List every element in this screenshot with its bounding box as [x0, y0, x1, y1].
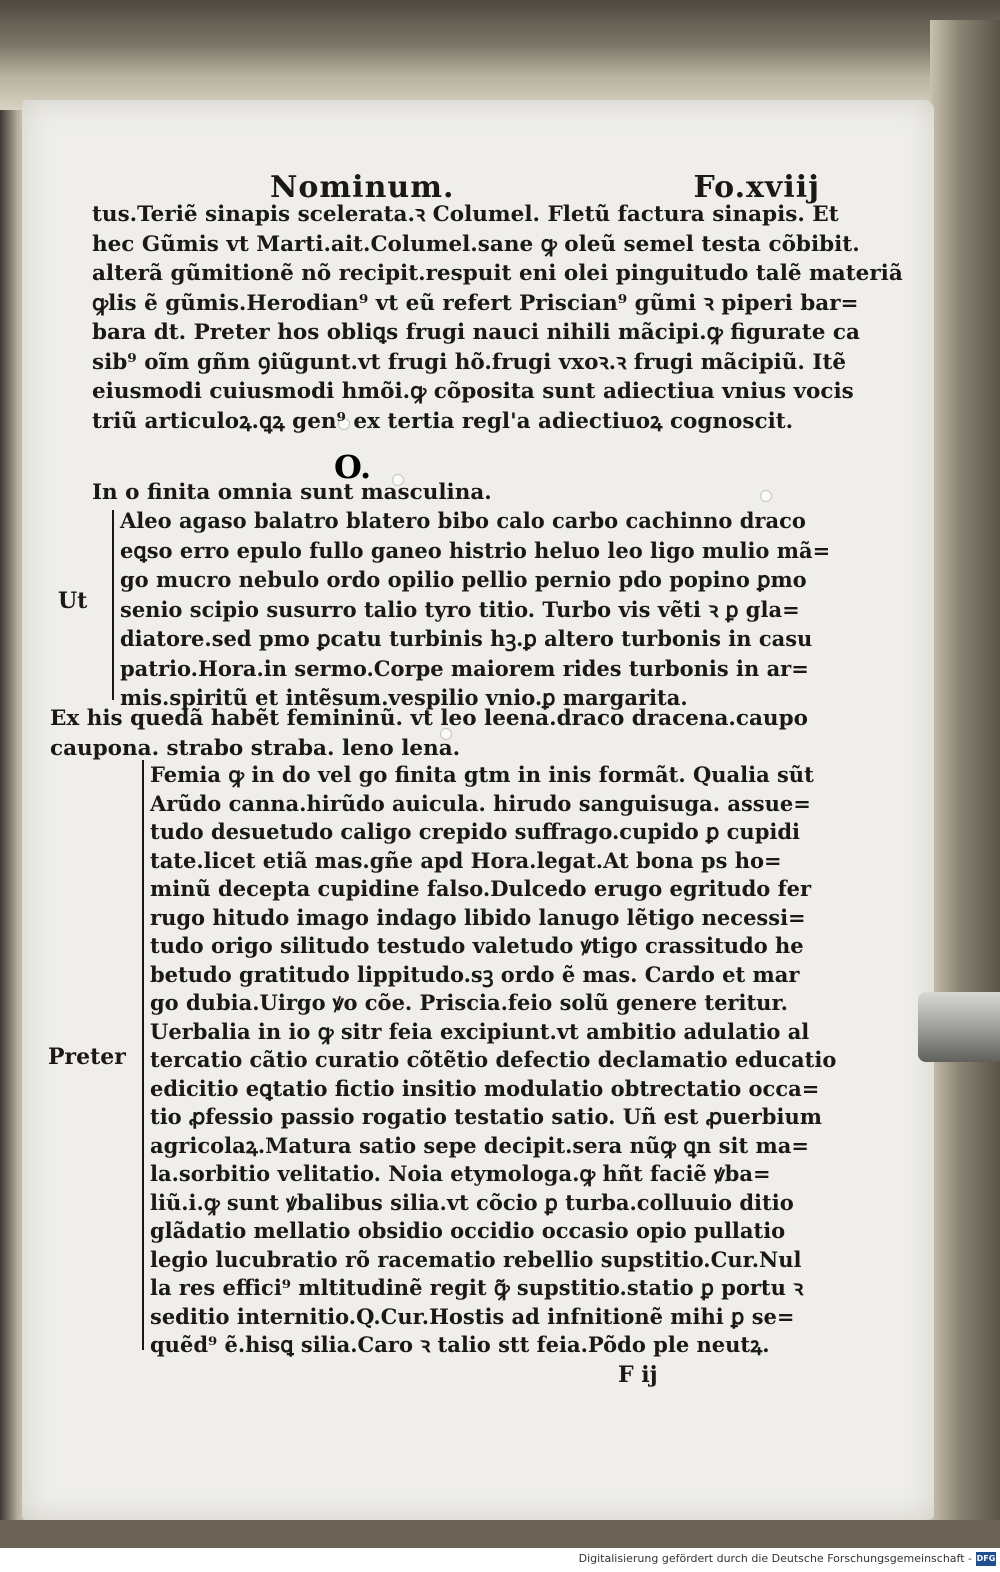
footer-credit: Digitalisierung gefördert durch die Deutsche Forschungsgemeinschaft - — [578, 1552, 972, 1565]
text-line: go dubia.Uirgo ꝟo cõe. Priscia.feio solũ genere teritur. — [150, 990, 788, 1015]
text-line: tudo desuetudo caligo crepido suffrago.cupido ꝑ cupidi — [150, 819, 801, 844]
book-top-edge — [0, 0, 1000, 110]
text-line: edicitio eꝗtatio fictio insitio modulatio obtrectatio occa= — [150, 1075, 820, 1101]
text-line: betudo gratitudo lippitudo.sꝫ ordo ẽ mas. Cardo et mar — [150, 961, 800, 987]
page-clip — [918, 992, 1000, 1062]
text-line: tudo origo silitudo testudo valetudo ꝟtigo crassitudo he — [150, 933, 804, 958]
brace-preter — [142, 760, 144, 1350]
text-line: rugo hitudo imago indago libido lanugo lẽtigo necessi= — [150, 904, 806, 930]
text-line: bara dt. Preter hos obliꝗs frugi nauci nihili mãcipi.ꝙ figurate ca — [92, 320, 860, 345]
text-line: senio scipio susurro talio tyro titio. Turbo vis vẽti ꝛ ꝑ gla= — [120, 596, 800, 622]
text-line: liũ.i.ꝙ sunt ꝟbalibus silia.vt cõcio ꝑ turba.colluuio ditio — [150, 1189, 794, 1215]
ut-label: Ut — [58, 588, 88, 614]
text-line: tate.licet etiã mas.gñe apd Hora.legat.At bona ps ho= — [150, 847, 782, 873]
text-line: minũ decepta cupidine falso.Dulcedo erugo egritudo fer — [150, 876, 812, 901]
text-line: diatore.sed pmo ꝑcatu turbinis hꝫ.ꝑ altero turbonis in casu — [120, 626, 813, 651]
text-line: Ex his quedã habẽt femininũ. vt leo leena.draco dracena.caupo — [50, 706, 808, 731]
footer-bar — [0, 1548, 1000, 1572]
text-line: caupona. strabo straba. leno lena. — [50, 735, 461, 761]
book-right-edge — [930, 20, 1000, 1520]
text-line: eiusmodi cuiusmodi hmõi.ꝙ cõposita sunt adiectiua vnius vocis — [92, 379, 854, 404]
text-line: glãdatio mellatio obsidio occidio occasio opio pullatio — [150, 1218, 786, 1243]
text-line: mis.spiritũ et intẽsum.vespilio vnio.ꝑ margarita. — [120, 685, 688, 710]
text-line: alterã gũmitionẽ nõ recipit.respuit eni olei pinguitudo talẽ materiã — [92, 261, 903, 286]
text-line: seditio internitio.Q.Cur.Hostis ad infnitionẽ mihi ꝑ se= — [150, 1303, 795, 1329]
catchword: F ij — [618, 1362, 658, 1388]
text-line: Uerbalia in io ꝙ sitr feia excipiunt.vt ambitio adulatio al — [150, 1018, 810, 1044]
text-line: hec Gũmis vt Marti.ait.Columel.sane ꝙ oleũ semel testa cõbibit. — [92, 231, 860, 257]
text-line: Arũdo canna.hirũdo auicula. hirudo sanguisuga. assue= — [150, 790, 811, 816]
text-line: sib⁹ oĩm gñm ꝯiũgunt.vt frugi hõ.frugi vxoꝛ.ꝛ frugi mãcipiũ. Itẽ — [92, 349, 847, 375]
text-line: triũ articuloꝝ.ꝗꝝ gen⁹ ex tertia regl'a adiectiuoꝝ cognoscit. — [92, 408, 794, 434]
running-title: Nominum. — [270, 170, 455, 205]
text-line: eꝗso erro epulo fullo ganeo histrio heluo leo ligo mulio mã= — [120, 537, 831, 563]
text-line: ꝙlis ẽ gũmis.Herodian⁹ vt eũ refert Priscian⁹ gũmi ꝛ piperi bar= — [92, 290, 859, 316]
text-line: Aleo agaso balatro blatero bibo calo carbo cachinno draco — [120, 508, 806, 533]
text-line: tercatio cãtio curatio cõtẽtio defectio declamatio educatio — [150, 1047, 837, 1072]
text-line: quẽd⁹ ẽ.hisꝗ silia.Caro ꝛ talio stt feia.Põdo ple neutꝝ. — [150, 1332, 770, 1357]
text-line: tio ꝓfessio passio rogatio testatio satio. Uñ est ꝓuerbium — [150, 1104, 822, 1129]
text-line: Femia ꝙ in do vel go finita gtm in inis formãt. Qualia sũt — [150, 762, 814, 787]
rule-line: In o finita omnia sunt masculina. — [92, 480, 492, 505]
section-letter: O. — [334, 448, 372, 486]
text-line: la.sorbitio velitatio. Noia etymologa.ꝙ hñt faciẽ ꝟba= — [150, 1161, 771, 1186]
paper-hole — [760, 490, 772, 502]
dfg-logo: DFG — [976, 1552, 996, 1566]
text-line: patrio.Hora.in sermo.Corpe maiorem rides turbonis in ar= — [120, 655, 809, 681]
preter-label: Preter — [48, 1044, 126, 1070]
text-line: la res effici⁹ mltitudinẽ regit ꝙ̃ supstitio.statio ꝑ portu ꝛ — [150, 1275, 804, 1300]
text-line: agricolaꝝ.Matura satio sepe decipit.sera nũꝙ ꝗn sit ma= — [150, 1132, 809, 1158]
folio-number: Fo.xviij — [693, 170, 820, 205]
brace-ut — [112, 510, 114, 700]
text-line: go mucro nebulo ordo opilio pellio pernio pdo popino ꝑmo — [120, 567, 807, 592]
text-line: tus.Teriẽ sinapis scelerata.ꝛ Columel. Fletũ factura sinapis. Et — [92, 202, 839, 227]
text-line: legio lucubratio rõ racematio rebellio supstitio.Cur.Nul — [150, 1246, 802, 1272]
